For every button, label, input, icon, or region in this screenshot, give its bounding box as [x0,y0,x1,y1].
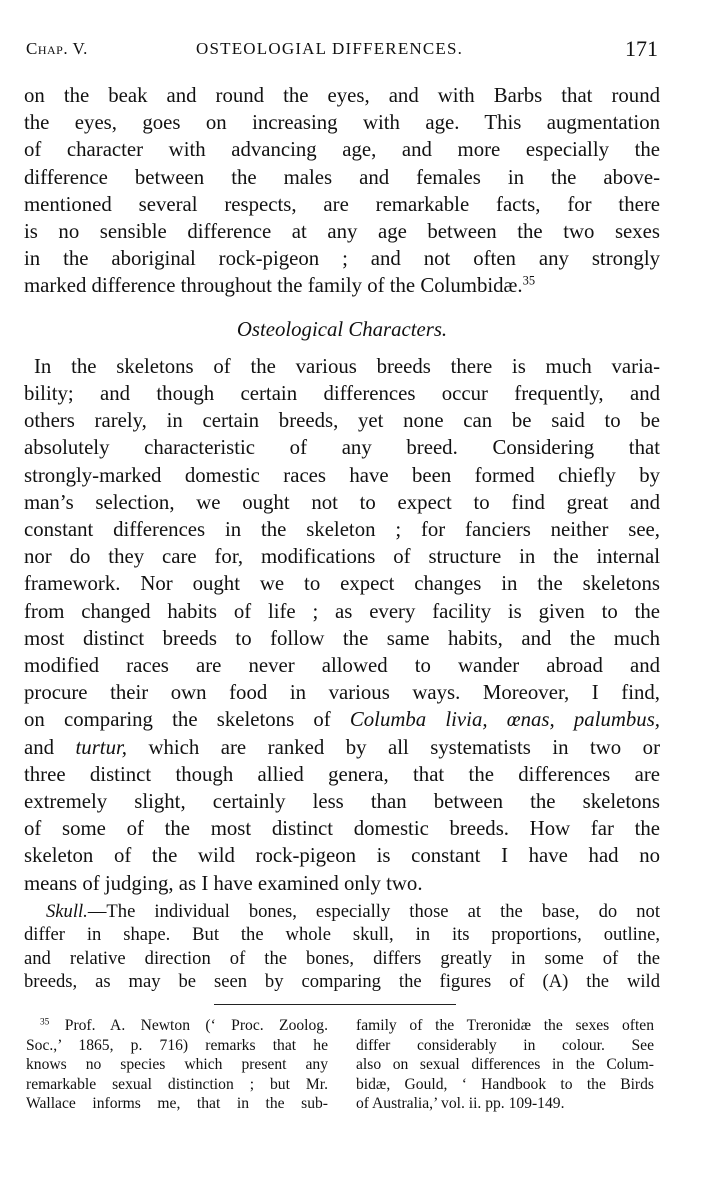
footnote-line: of Australia,’ vol. ii. pp. 109-149. [356,1095,565,1113]
footnote-right-column [356,1016,654,1114]
footnote-line: remarkable sexual distinction ; but Mr. [26,1075,328,1093]
footnote-line: also on sexual differences in the Colum- [356,1056,654,1074]
text-line: and relative direction of the bones, differs greatly in some of the [24,947,660,969]
text-line: on the beak and round the eyes, and with Barbs that round [24,84,660,107]
chapter-label: Chap. V. [26,39,88,58]
footnote-line: knows no species which present any [26,1056,328,1074]
text-line: is no sensible difference at any age between the two sexes [24,220,660,244]
text-line: constant differences in the skeleton ; for fanciers neither see, [24,518,660,542]
text-fragment: Prof. A. Newton (‘ Proc. Zoolog. [64,1017,328,1034]
text-fragment: on comparing the skeletons of [24,708,350,732]
footnote-line: family of the Treronidæ the sexes often [356,1017,654,1034]
text-line: others rarely, in certain breeds, yet none can be said to be [24,409,660,433]
species-names: Columba livia, œnas, palumbus, [349,708,660,732]
text-fragment: —The individual bones, especially those at the base, do not [87,901,660,922]
text-line: mentioned several respects, are remarkable facts, for there [24,192,660,216]
text-line: bility; and though certain differences occur frequently, and [24,382,660,406]
text-line: framework. Nor ought we to expect changes in the skeletons [24,572,660,596]
footnote-line: Wallace informs me, that in the sub- [26,1095,328,1113]
text-line [24,900,660,923]
skull-label: Skull. [46,901,88,922]
text-line: most distinct breeds to follow the same habits, and the much [24,626,660,650]
running-title: OSTEOLOGIAL DIFFERENCES. [196,39,464,58]
text-line: procure their own food in various ways. Moreover, I find, [24,681,660,705]
text-line: of some of the most distinct domestic breeds. How far the [24,817,660,841]
text-line: extremely slight, certainly less than between the skeletons [24,790,660,814]
text-line: differ in shape. But the whole skull, in its proportions, outline, [24,924,660,946]
running-header [26,36,658,62]
skull-paragraph [24,900,660,994]
text-line: from changed habits of life ; as every facility is given to the [24,599,660,623]
text-line: three distinct though allied genera, that the differences are [24,762,660,786]
footnote-line: differ considerably in colour. See [356,1036,654,1054]
footnote-left-column [26,1016,328,1114]
text-line: skeleton of the wild rock-pigeon is constant I have had no [24,844,660,868]
species-name: turtur, [75,735,127,759]
text-line: modified races are never allowed to wander abroad and [24,654,660,678]
main-text [24,82,660,897]
footnote-number: 35 [40,1017,50,1028]
footnote-reference: 35 [522,273,536,288]
text-line: breeds, as may be seen by comparing the figures of (A) the wild [24,971,660,993]
text-line: absolutely characteristic of any breed. Considering that [24,436,660,460]
page-number: 171 [625,36,658,61]
text-line [24,706,660,733]
text-line: difference between the males and females in the above- [24,165,660,189]
text-line [24,272,660,299]
text-line: nor do they care for, modifications of structure in the internal [24,545,660,569]
text-fragment: and [24,735,76,759]
text-line: means of judging, as I have examined only two. [24,871,423,895]
text-fragment: which are ranked by all systematists in two or [126,735,660,759]
paragraph-1 [24,82,660,300]
text-line-content: marked difference throughout the family of the Columbidæ. [24,274,523,298]
text-line: of character with advancing age, and more especially the [24,138,660,162]
paragraph-2 [24,353,660,897]
footnote-line [26,1016,328,1036]
text-line [24,734,660,761]
text-line: man’s selection, we ought not to expect to find great and [24,490,660,514]
footnote-divider [214,1004,456,1005]
footnote-line: Soc.,’ 1865, p. 716) remarks that he [26,1036,328,1054]
section-title: Osteological Characters. [236,317,448,341]
text-line: In the skeletons of the various breeds there is much varia- [34,354,660,378]
footnote-line: bidæ, Gould, ‘ Handbook to the Birds [356,1075,654,1093]
text-line: in the aboriginal rock-pigeon ; and not often any strongly [24,247,660,271]
text-line: strongly-marked domestic races have been formed chiefly by [24,463,660,487]
text-line: the eyes, goes on increasing with age. This augmentation [24,111,660,135]
